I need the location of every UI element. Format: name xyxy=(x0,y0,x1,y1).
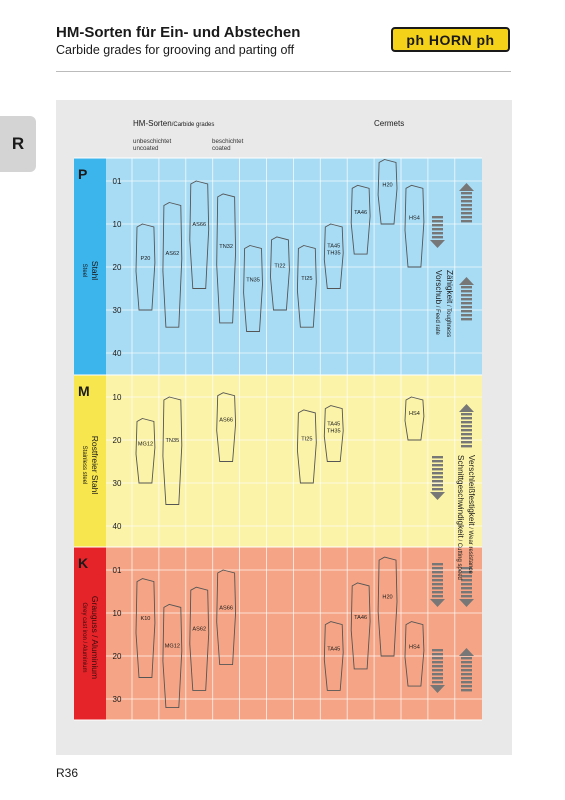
arrow-bar xyxy=(461,587,472,589)
grade-label: AS66 xyxy=(219,417,233,424)
arrow-bar xyxy=(461,294,472,296)
page-number: R36 xyxy=(56,766,79,780)
grade-label: MG12 xyxy=(137,441,154,448)
arrow-bar xyxy=(432,587,443,589)
arrow-bar xyxy=(461,286,472,288)
wear-resistance-label: Verschleißfestigkeit / Wear resistance xyxy=(467,455,476,574)
arrow-bar xyxy=(461,208,472,210)
arrow-bar xyxy=(461,661,472,663)
arrow-bar xyxy=(432,661,443,663)
grade-label: K10 xyxy=(140,616,151,623)
arrow-bar xyxy=(461,685,472,687)
grade-label: H20 xyxy=(382,182,393,189)
tick-label: 30 xyxy=(112,479,122,488)
arrow-bar xyxy=(432,456,443,458)
arrow-bar xyxy=(461,595,472,597)
arrow-bar xyxy=(432,579,443,581)
cermets-heading: Cermets xyxy=(374,119,405,128)
arrow-bar xyxy=(432,583,443,585)
group-band-p xyxy=(106,158,482,375)
arrow-bar xyxy=(432,220,443,222)
tick-label: 10 xyxy=(112,220,122,229)
grade-label: TI25 xyxy=(301,436,313,443)
grade-label: HS4 xyxy=(409,411,420,418)
arrow-bar xyxy=(432,681,443,683)
tick-label: 40 xyxy=(112,522,122,531)
arrow-bar xyxy=(461,681,472,683)
grade-label: TA46 xyxy=(354,210,368,217)
arrow-bar xyxy=(461,669,472,671)
arrow-bar xyxy=(461,429,472,431)
arrow-bar xyxy=(461,306,472,308)
arrow-bar xyxy=(461,441,472,443)
arrow-bar xyxy=(432,216,443,218)
group-letter: M xyxy=(78,383,90,399)
tick-label: 10 xyxy=(112,609,122,618)
arrow-bar xyxy=(461,425,472,427)
arrow-bar xyxy=(461,591,472,593)
arrow-bar xyxy=(461,290,472,292)
group-name-en: Grey cast iron / Aluminium xyxy=(81,602,87,673)
arrow-bar xyxy=(461,673,472,675)
arrow-bar xyxy=(432,649,443,651)
grade-label: TI25 xyxy=(301,275,313,282)
arrow-bar xyxy=(432,488,443,490)
arrow-bar xyxy=(432,480,443,482)
grade-label: HS4 xyxy=(409,644,420,651)
uncoated-heading: unbeschichtet uncoated xyxy=(133,138,172,152)
arrow-bar xyxy=(461,657,472,659)
tick-label: 20 xyxy=(112,436,122,445)
coated-heading: beschichtet coated xyxy=(212,138,244,152)
cutting-speed-label: Schnittgeschwindigkeit / Cutting speed xyxy=(456,455,465,580)
arrow-bar xyxy=(461,314,472,316)
arrow-bar xyxy=(432,236,443,238)
grade-label: AS66 xyxy=(192,222,207,229)
arrow-bar xyxy=(432,484,443,486)
tick-label: 20 xyxy=(112,652,122,661)
group-label-band-m xyxy=(74,375,106,547)
arrow-bar xyxy=(461,677,472,679)
group-name: Grauguss / Aluminium xyxy=(90,595,100,680)
grade-label: TH35 xyxy=(326,250,341,257)
arrow-bar xyxy=(432,224,443,226)
arrow-bar xyxy=(432,595,443,597)
arrow-bar xyxy=(432,567,443,569)
arrow-bar xyxy=(432,657,443,659)
grade-label: TA45 xyxy=(327,243,341,250)
grade-label: TA45 xyxy=(327,646,341,653)
arrow-bar xyxy=(461,192,472,194)
grade-label: AS66 xyxy=(219,605,233,612)
arrow-bar xyxy=(461,413,472,415)
arrow-bar xyxy=(432,228,443,230)
arrow-bar xyxy=(461,445,472,447)
grade-label: H20 xyxy=(382,594,393,601)
horn-logo: ph HORN ph xyxy=(391,27,510,52)
tick-label: 20 xyxy=(112,263,122,272)
group-band-m xyxy=(106,375,482,547)
arrow-bar xyxy=(461,204,472,206)
tick-label: 01 xyxy=(112,177,122,186)
grade-label: MG12 xyxy=(164,643,180,650)
arrow-bar xyxy=(461,302,472,304)
arrow-bar xyxy=(461,437,472,439)
feedrate-label: Vorschub / Feed rate xyxy=(434,270,443,335)
tick-label: 01 xyxy=(112,566,122,575)
arrow-bar xyxy=(432,563,443,565)
group-name: Rostfreier Stahl xyxy=(90,435,100,495)
grade-label: TA45 xyxy=(327,421,341,428)
arrow-bar xyxy=(461,318,472,320)
arrow-bar xyxy=(432,669,443,671)
grade-label: TN35 xyxy=(246,277,260,284)
arrow-bar xyxy=(461,298,472,300)
arrow-bar xyxy=(432,673,443,675)
arrow-bar xyxy=(432,460,443,462)
arrow-bar xyxy=(461,665,472,667)
arrow-bar xyxy=(461,216,472,218)
arrow-bar xyxy=(461,433,472,435)
grade-label: TN32 xyxy=(219,244,233,251)
arrow-bar xyxy=(461,417,472,419)
arrow-bar xyxy=(461,421,472,423)
grade-label: P20 xyxy=(140,256,151,263)
arrow-bar xyxy=(461,196,472,198)
arrow-bar xyxy=(432,571,443,573)
grade-label: AS62 xyxy=(192,626,207,633)
arrow-bar xyxy=(461,200,472,202)
group-name: Stahl xyxy=(90,260,100,281)
section-tab[interactable]: R xyxy=(0,116,36,172)
grade-label: AS62 xyxy=(165,250,180,257)
grade-label: TH35 xyxy=(326,428,341,435)
page-subtitle: Carbide grades for grooving and parting off xyxy=(56,43,295,57)
group-letter: P xyxy=(78,166,88,182)
arrow-bar xyxy=(432,472,443,474)
tick-label: 30 xyxy=(112,306,122,315)
carbide-grades-heading: HM-Sorten/Carbide grades xyxy=(133,119,215,128)
page-title: HM-Sorten für Ein- und Abstechen xyxy=(56,24,301,41)
arrow-bar xyxy=(461,583,472,585)
grade-label: HS4 xyxy=(409,215,420,222)
tick-label: 40 xyxy=(112,349,122,358)
group-name-en: Stainless steel xyxy=(81,445,87,485)
grade-label: TN35 xyxy=(165,438,180,445)
grade-label: TA46 xyxy=(354,615,368,622)
toughness-label: Zähigkeit / Toughness xyxy=(445,270,454,338)
arrow-bar xyxy=(432,232,443,234)
grade-label: TI22 xyxy=(274,263,286,270)
arrow-bar xyxy=(461,310,472,312)
arrow-bar xyxy=(461,689,472,691)
arrow-bar xyxy=(461,212,472,214)
arrow-bar xyxy=(432,468,443,470)
arrow-bar xyxy=(432,665,443,667)
group-letter: K xyxy=(78,555,89,571)
group-label-band-k xyxy=(74,547,106,720)
group-label-band-p xyxy=(74,158,106,375)
arrow-bar xyxy=(461,220,472,222)
group-band-k xyxy=(106,547,482,720)
arrow-bar xyxy=(432,677,443,679)
arrow-bar xyxy=(432,464,443,466)
arrow-bar xyxy=(432,575,443,577)
group-name-en: Steel xyxy=(81,263,87,278)
arrow-bar xyxy=(432,591,443,593)
arrow-bar xyxy=(432,476,443,478)
tick-label: 30 xyxy=(112,695,122,704)
tick-label: 10 xyxy=(112,393,122,402)
arrow-bar xyxy=(432,653,443,655)
